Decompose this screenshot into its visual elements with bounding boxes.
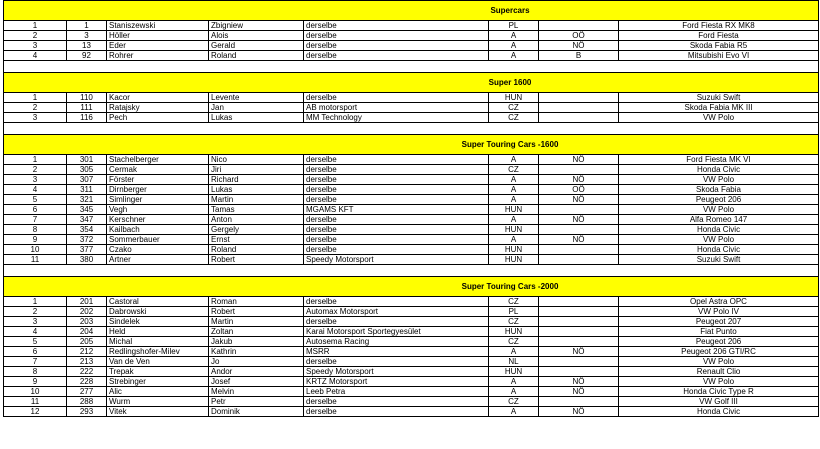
nation-cell: CZ (489, 103, 539, 113)
last-name-cell: Alic (107, 387, 209, 397)
last-name-cell: Kailbach (107, 225, 209, 235)
car-cell: VW Polo (619, 205, 819, 215)
table-row (4, 357, 819, 367)
car-cell: Ford Fiesta RX MK8 (619, 21, 819, 31)
team-cell: derselbe (304, 407, 489, 417)
team-cell: Autosema Racing (304, 337, 489, 347)
last-name-cell: Van de Ven (107, 357, 209, 367)
table-row (4, 235, 819, 245)
start-number-cell: 372 (67, 235, 107, 245)
start-number-cell: 92 (67, 51, 107, 61)
team-cell: MGAMS KFT (304, 205, 489, 215)
start-number-cell: 116 (67, 113, 107, 123)
position-cell: 6 (4, 205, 67, 215)
team-cell: KRTZ Motorsport (304, 377, 489, 387)
team-cell: Speedy Motorsport (304, 255, 489, 265)
start-number-cell: 377 (67, 245, 107, 255)
car-cell: Suzuki Swift (619, 93, 819, 103)
nation-cell: CZ (489, 165, 539, 175)
team-cell: derselbe (304, 185, 489, 195)
position-cell: 1 (4, 297, 67, 307)
start-number-cell: 288 (67, 397, 107, 407)
table-row (4, 93, 819, 103)
position-cell: 11 (4, 397, 67, 407)
car-cell: Honda Civic (619, 225, 819, 235)
nation-cell: HUN (489, 255, 539, 265)
first-name-cell: Andor (209, 367, 304, 377)
car-cell: Peugeot 206 (619, 195, 819, 205)
position-cell: 3 (4, 175, 67, 185)
position-cell: 9 (4, 377, 67, 387)
position-cell: 1 (4, 155, 67, 165)
team-cell: derselbe (304, 155, 489, 165)
start-number-cell: 13 (67, 41, 107, 51)
nation-cell: PL (489, 21, 539, 31)
section-header (4, 1, 819, 21)
section-header (4, 73, 819, 93)
table-row (4, 165, 819, 175)
start-number-cell: 301 (67, 155, 107, 165)
last-name-cell: Czako (107, 245, 209, 255)
table-row (4, 377, 819, 387)
first-name-cell: Lukas (209, 113, 304, 123)
team-cell: derselbe (304, 397, 489, 407)
team-cell: derselbe (304, 297, 489, 307)
last-name-cell: Höller (107, 31, 209, 41)
region-cell: NÖ (539, 235, 619, 245)
position-cell: 4 (4, 185, 67, 195)
table-row (4, 337, 819, 347)
first-name-cell: Levente (209, 93, 304, 103)
table-row (4, 407, 819, 417)
nation-cell: A (489, 215, 539, 225)
team-cell: derselbe (304, 235, 489, 245)
nation-cell: CZ (489, 113, 539, 123)
car-cell: Opel Astra OPC (619, 297, 819, 307)
first-name-cell: Martin (209, 195, 304, 205)
first-name-cell: Lukas (209, 185, 304, 195)
start-number-cell: 293 (67, 407, 107, 417)
car-cell: Peugeot 206 (619, 337, 819, 347)
start-number-cell: 354 (67, 225, 107, 235)
start-number-cell: 201 (67, 297, 107, 307)
first-name-cell: Roland (209, 245, 304, 255)
region-cell: NÖ (539, 377, 619, 387)
team-cell: derselbe (304, 41, 489, 51)
nation-cell: HUN (489, 367, 539, 377)
position-cell: 5 (4, 195, 67, 205)
position-cell: 12 (4, 407, 67, 417)
table-row (4, 51, 819, 61)
position-cell: 10 (4, 387, 67, 397)
position-cell: 1 (4, 21, 67, 31)
region-cell (539, 245, 619, 255)
section-title: Super Touring Cars -1600 (4, 135, 819, 155)
last-name-cell: Pech (107, 113, 209, 123)
first-name-cell: Martin (209, 317, 304, 327)
nation-cell: A (489, 175, 539, 185)
region-cell (539, 21, 619, 31)
section-title: Super Touring Cars -2000 (4, 277, 819, 297)
table-row (4, 175, 819, 185)
team-cell: Speedy Motorsport (304, 367, 489, 377)
last-name-cell: Ratajsky (107, 103, 209, 113)
first-name-cell: Robert (209, 255, 304, 265)
position-cell: 3 (4, 113, 67, 123)
region-cell (539, 307, 619, 317)
position-cell: 10 (4, 245, 67, 255)
spacer-cell (4, 265, 819, 277)
region-cell: NÖ (539, 155, 619, 165)
section-title: Supercars (4, 1, 819, 21)
last-name-cell: Michal (107, 337, 209, 347)
position-cell: 2 (4, 103, 67, 113)
table-row (4, 297, 819, 307)
car-cell: Fiat Punto (619, 327, 819, 337)
car-cell: Peugeot 206 GTI/RC (619, 347, 819, 357)
team-cell: MSRR (304, 347, 489, 357)
region-cell: NÖ (539, 387, 619, 397)
region-cell: B (539, 51, 619, 61)
position-cell: 7 (4, 357, 67, 367)
region-cell (539, 327, 619, 337)
spacer-cell (4, 61, 819, 73)
car-cell: Honda Civic (619, 165, 819, 175)
region-cell: OÖ (539, 185, 619, 195)
table-row (4, 195, 819, 205)
last-name-cell: Sommerbauer (107, 235, 209, 245)
table-row (4, 307, 819, 317)
position-cell: 8 (4, 367, 67, 377)
table-row (4, 103, 819, 113)
first-name-cell: Roman (209, 297, 304, 307)
first-name-cell: Josef (209, 377, 304, 387)
team-cell: derselbe (304, 245, 489, 255)
nation-cell: HUN (489, 225, 539, 235)
start-number-cell: 202 (67, 307, 107, 317)
nation-cell: HUN (489, 93, 539, 103)
first-name-cell: Jiri (209, 165, 304, 175)
start-number-cell: 111 (67, 103, 107, 113)
car-cell: VW Golf III (619, 397, 819, 407)
region-cell (539, 317, 619, 327)
car-cell: VW Polo (619, 235, 819, 245)
first-name-cell: Dominik (209, 407, 304, 417)
last-name-cell: Staniszewski (107, 21, 209, 31)
team-cell: AB motorsport (304, 103, 489, 113)
first-name-cell: Roland (209, 51, 304, 61)
table-row (4, 113, 819, 123)
region-cell (539, 205, 619, 215)
nation-cell: CZ (489, 337, 539, 347)
team-cell: MM Technology (304, 113, 489, 123)
region-cell: NÖ (539, 407, 619, 417)
nation-cell: CZ (489, 297, 539, 307)
car-cell: VW Polo (619, 175, 819, 185)
start-number-cell: 213 (67, 357, 107, 367)
table-row (4, 155, 819, 165)
position-cell: 9 (4, 235, 67, 245)
car-cell: Honda Civic (619, 407, 819, 417)
team-cell: derselbe (304, 93, 489, 103)
position-cell: 11 (4, 255, 67, 265)
last-name-cell: Redlingshofer-Milev (107, 347, 209, 357)
team-cell: Karai Motorsport Sportegyesület (304, 327, 489, 337)
nation-cell: CZ (489, 317, 539, 327)
car-cell: VW Polo (619, 113, 819, 123)
team-cell: derselbe (304, 357, 489, 367)
nation-cell: A (489, 387, 539, 397)
position-cell: 2 (4, 165, 67, 175)
start-number-cell: 305 (67, 165, 107, 175)
table-row (4, 31, 819, 41)
start-number-cell: 204 (67, 327, 107, 337)
first-name-cell: Nico (209, 155, 304, 165)
spacer-cell (4, 123, 819, 135)
start-number-cell: 307 (67, 175, 107, 185)
start-number-cell: 228 (67, 377, 107, 387)
nation-cell: A (489, 185, 539, 195)
first-name-cell: Jo (209, 357, 304, 367)
team-cell: derselbe (304, 175, 489, 185)
nation-cell: CZ (489, 397, 539, 407)
entry-list-body (4, 1, 819, 417)
team-cell: derselbe (304, 51, 489, 61)
region-cell: OÖ (539, 31, 619, 41)
section-header (4, 277, 819, 297)
position-cell: 7 (4, 215, 67, 225)
start-number-cell: 380 (67, 255, 107, 265)
start-number-cell: 311 (67, 185, 107, 195)
region-cell: NÖ (539, 175, 619, 185)
start-number-cell: 205 (67, 337, 107, 347)
last-name-cell: Cermak (107, 165, 209, 175)
team-cell: derselbe (304, 31, 489, 41)
table-row (4, 367, 819, 377)
first-name-cell: Kathrin (209, 347, 304, 357)
nation-cell: A (489, 377, 539, 387)
position-cell: 4 (4, 327, 67, 337)
table-row (4, 41, 819, 51)
team-cell: derselbe (304, 195, 489, 205)
last-name-cell: Castoral (107, 297, 209, 307)
position-cell: 8 (4, 225, 67, 235)
last-name-cell: Kerschner (107, 215, 209, 225)
car-cell: Mitsubishi Evo VI (619, 51, 819, 61)
table-row (4, 245, 819, 255)
nation-cell: A (489, 155, 539, 165)
first-name-cell: Alois (209, 31, 304, 41)
nation-cell: HUN (489, 245, 539, 255)
region-cell (539, 255, 619, 265)
section-spacer (4, 61, 819, 73)
section-spacer (4, 265, 819, 277)
region-cell (539, 113, 619, 123)
position-cell: 2 (4, 31, 67, 41)
table-row (4, 225, 819, 235)
team-cell: Leeb Petra (304, 387, 489, 397)
table-row (4, 327, 819, 337)
car-cell: Skoda Fabia MK III (619, 103, 819, 113)
region-cell (539, 165, 619, 175)
car-cell: Ford Fiesta MK VI (619, 155, 819, 165)
table-row (4, 347, 819, 357)
car-cell: Honda Civic (619, 245, 819, 255)
team-cell: derselbe (304, 225, 489, 235)
car-cell: Skoda Fabia (619, 185, 819, 195)
table-row (4, 21, 819, 31)
start-number-cell: 321 (67, 195, 107, 205)
region-cell: NÖ (539, 195, 619, 205)
last-name-cell: Trepak (107, 367, 209, 377)
first-name-cell: Anton (209, 215, 304, 225)
first-name-cell: Petr (209, 397, 304, 407)
position-cell: 6 (4, 347, 67, 357)
section-title: Super 1600 (4, 73, 819, 93)
car-cell: Honda Civic Type R (619, 387, 819, 397)
last-name-cell: Simlinger (107, 195, 209, 205)
last-name-cell: Strebinger (107, 377, 209, 387)
table-row (4, 255, 819, 265)
last-name-cell: Vitek (107, 407, 209, 417)
position-cell: 3 (4, 317, 67, 327)
start-number-cell: 345 (67, 205, 107, 215)
start-number-cell: 347 (67, 215, 107, 225)
position-cell: 5 (4, 337, 67, 347)
car-cell: Ford Fiesta (619, 31, 819, 41)
last-name-cell: Vegh (107, 205, 209, 215)
region-cell (539, 103, 619, 113)
first-name-cell: Melvin (209, 387, 304, 397)
car-cell: Peugeot 207 (619, 317, 819, 327)
team-cell: derselbe (304, 215, 489, 225)
last-name-cell: Rohrer (107, 51, 209, 61)
start-number-cell: 3 (67, 31, 107, 41)
nation-cell: A (489, 235, 539, 245)
first-name-cell: Robert (209, 307, 304, 317)
car-cell: Renault Clio (619, 367, 819, 377)
start-number-cell: 1 (67, 21, 107, 31)
last-name-cell: Wurm (107, 397, 209, 407)
nation-cell: HUN (489, 327, 539, 337)
last-name-cell: Förster (107, 175, 209, 185)
first-name-cell: Jan (209, 103, 304, 113)
region-cell (539, 367, 619, 377)
car-cell: Suzuki Swift (619, 255, 819, 265)
first-name-cell: Richard (209, 175, 304, 185)
car-cell: Skoda Fabia R5 (619, 41, 819, 51)
nation-cell: A (489, 407, 539, 417)
last-name-cell: Sindelek (107, 317, 209, 327)
region-cell (539, 397, 619, 407)
region-cell: NÖ (539, 347, 619, 357)
last-name-cell: Dirnberger (107, 185, 209, 195)
nation-cell: A (489, 51, 539, 61)
nation-cell: A (489, 195, 539, 205)
first-name-cell: Gerald (209, 41, 304, 51)
first-name-cell: Tamas (209, 205, 304, 215)
nation-cell: NL (489, 357, 539, 367)
team-cell: Automax Motorsport (304, 307, 489, 317)
team-cell: derselbe (304, 317, 489, 327)
region-cell: NÖ (539, 41, 619, 51)
table-row (4, 205, 819, 215)
table-row (4, 215, 819, 225)
car-cell: Alfa Romeo 147 (619, 215, 819, 225)
entry-list-table (3, 0, 819, 417)
last-name-cell: Artner (107, 255, 209, 265)
start-number-cell: 110 (67, 93, 107, 103)
first-name-cell: Zbigniew (209, 21, 304, 31)
section-spacer (4, 123, 819, 135)
first-name-cell: Gergely (209, 225, 304, 235)
nation-cell: A (489, 347, 539, 357)
car-cell: VW Polo IV (619, 307, 819, 317)
position-cell: 1 (4, 93, 67, 103)
position-cell: 2 (4, 307, 67, 317)
nation-cell: A (489, 31, 539, 41)
start-number-cell: 222 (67, 367, 107, 377)
region-cell (539, 357, 619, 367)
last-name-cell: Kacor (107, 93, 209, 103)
start-number-cell: 203 (67, 317, 107, 327)
region-cell (539, 337, 619, 347)
team-cell: derselbe (304, 21, 489, 31)
last-name-cell: Eder (107, 41, 209, 51)
position-cell: 4 (4, 51, 67, 61)
first-name-cell: Jakub (209, 337, 304, 347)
first-name-cell: Ernst (209, 235, 304, 245)
table-row (4, 397, 819, 407)
nation-cell: PL (489, 307, 539, 317)
last-name-cell: Held (107, 327, 209, 337)
nation-cell: HUN (489, 205, 539, 215)
region-cell (539, 297, 619, 307)
table-row (4, 185, 819, 195)
last-name-cell: Dabrowski (107, 307, 209, 317)
first-name-cell: Zoltan (209, 327, 304, 337)
car-cell: VW Polo (619, 377, 819, 387)
table-row (4, 317, 819, 327)
region-cell (539, 225, 619, 235)
region-cell: NÖ (539, 215, 619, 225)
position-cell: 3 (4, 41, 67, 51)
start-number-cell: 212 (67, 347, 107, 357)
table-row (4, 387, 819, 397)
car-cell: VW Polo (619, 357, 819, 367)
nation-cell: A (489, 41, 539, 51)
team-cell: derselbe (304, 165, 489, 175)
section-header (4, 135, 819, 155)
last-name-cell: Stachelberger (107, 155, 209, 165)
start-number-cell: 277 (67, 387, 107, 397)
region-cell (539, 93, 619, 103)
